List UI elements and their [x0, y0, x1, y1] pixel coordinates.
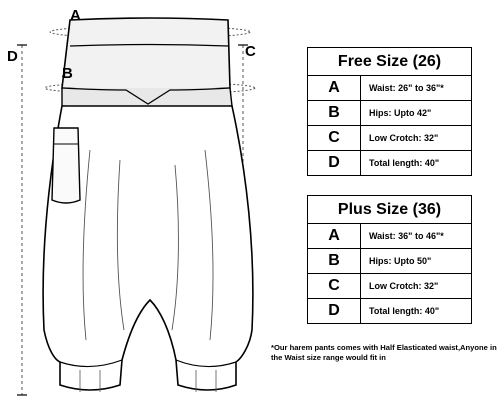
row-value: Waist: 36" to 46"*	[361, 224, 472, 249]
row-value: Low Crotch: 32"	[361, 274, 472, 299]
row-value: Total length: 40"	[361, 299, 472, 324]
table-row	[308, 101, 472, 126]
row-key: C	[308, 126, 361, 151]
row-key: B	[308, 249, 361, 274]
row-value: Total length: 40"	[361, 151, 472, 176]
free-size-table	[307, 47, 472, 176]
waistband	[62, 18, 232, 109]
total-length-measure-d	[17, 45, 27, 395]
row-value: Hips: Upto 42"	[361, 101, 472, 126]
side-pocket	[52, 128, 80, 203]
row-key: D	[308, 151, 361, 176]
row-value: Low Crotch: 32"	[361, 126, 472, 151]
table-row	[308, 126, 472, 151]
row-value: Waist: 26" to 36"*	[361, 76, 472, 101]
row-key: C	[308, 274, 361, 299]
table-row	[308, 224, 472, 249]
row-key: B	[308, 101, 361, 126]
table-row	[308, 76, 472, 101]
label-c: C	[245, 43, 256, 60]
plus-size-table	[307, 195, 472, 324]
plus-size-title: Plus Size (36)	[308, 196, 472, 224]
free-size-title: Free Size (26)	[308, 48, 472, 76]
table-row	[308, 151, 472, 176]
row-key: A	[308, 76, 361, 101]
row-value: Hips: Upto 50"	[361, 249, 472, 274]
table-row	[308, 299, 472, 324]
label-d: D	[7, 48, 18, 65]
row-key: D	[308, 299, 361, 324]
table-row	[308, 274, 472, 299]
row-key: A	[308, 224, 361, 249]
waist-footnote: *Our harem pants comes with Half Elasticated waist,Anyone in the Waist size range would fit in	[271, 343, 497, 362]
table-row	[308, 249, 472, 274]
label-b: B	[62, 65, 73, 82]
label-a: A	[70, 7, 81, 24]
